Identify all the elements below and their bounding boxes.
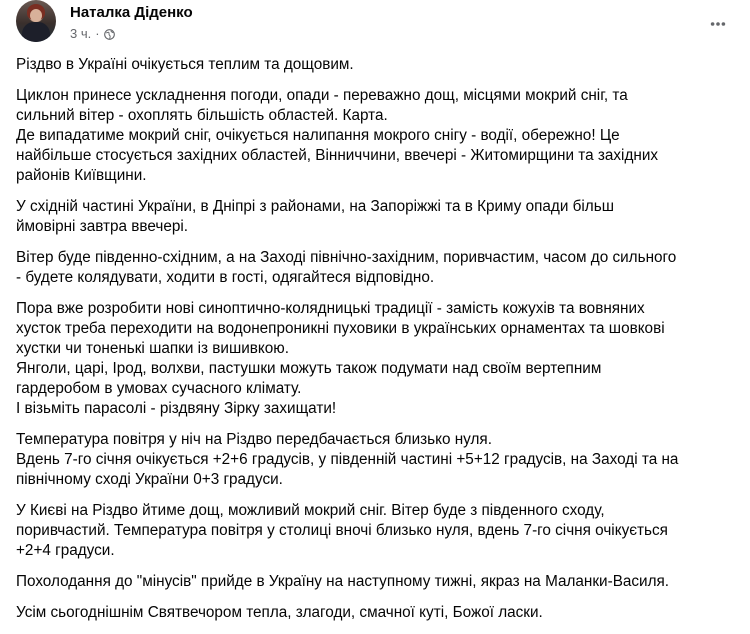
post-meta xyxy=(70,26,115,41)
paragraph: Різдво в Україні очікується теплим та дощовим. xyxy=(16,56,354,73)
globe-icon[interactable] xyxy=(104,26,115,41)
paragraph: Усім сьогоднішнім Святвечором тепла, злагоди, смачної куті, Божої ласки. xyxy=(16,604,543,621)
post-text xyxy=(16,55,736,634)
paragraph: Циклон принесе ускладнення погоди, опади - переважно дощ, місцями мокрий сніг, та сильний вітер - охоплять більшість областей. Карта. Де випадатиме мокрий сніг, очікується налипання мокрого снігу - водії, обережно! Це найбільше стосується західних областей, Вінниччини, ввечері - Житомирщини та західних районів Київщини. xyxy=(16,87,659,184)
more-horizontal-icon xyxy=(709,15,727,33)
more-options-button[interactable] xyxy=(702,8,734,40)
meta-separator: · xyxy=(95,26,100,41)
paragraph: У східній частині України, в Дніпрі з районами, на Запоріжжі та в Криму опади більш ймовірні завтра ввечері. xyxy=(16,198,614,235)
author-name[interactable]: Наталка Діденко xyxy=(70,4,193,21)
paragraph: Пора вже розробити нові синоптично-колядницькі традиції - замість кожухів та вовняних хусток треба переходити на водонепроникні пуховики в українських орнаментах та шовкові хустки чи тоненькі шапки із вишивкою. Янголи, царі, Ірод, волхви, пастушки можуть також подумати над своїм вертепним гардеробом в умовах сучасного клімату. І візьміть парасолі - різдвяну Зірку захищати! xyxy=(16,300,665,417)
avatar-body xyxy=(22,22,50,42)
avatar-face xyxy=(30,9,42,22)
author-avatar[interactable] xyxy=(16,0,56,42)
post-header xyxy=(16,0,734,50)
paragraph: Температура повітря у ніч на Різдво передбачається близько нуля. Вдень 7-го січня очікується +2+6 градусів, у південній частині +5+12 градусів, на Заході та на північному сході України 0+3 градуси. xyxy=(16,431,679,488)
paragraph: У Києві на Різдво йтиме дощ, можливий мокрий сніг. Вітер буде з південного сходу, поривчастий. Температура повітря у столиці вночі близько нуля, вдень 7-го січня очікується +2+4 градуси. xyxy=(16,502,668,559)
post-time[interactable]: 3 ч. xyxy=(70,26,92,41)
paragraph: Вітер буде південно-східним, а на Заході північно-західним, поривчастим, часом до сильного - будете колядувати, ходити в гості, одягайтеся відповідно. xyxy=(16,249,677,286)
paragraph: Похолодання до "мінусів" прийде в Україну на наступному тижні, якраз на Маланки-Василя. xyxy=(16,573,670,590)
